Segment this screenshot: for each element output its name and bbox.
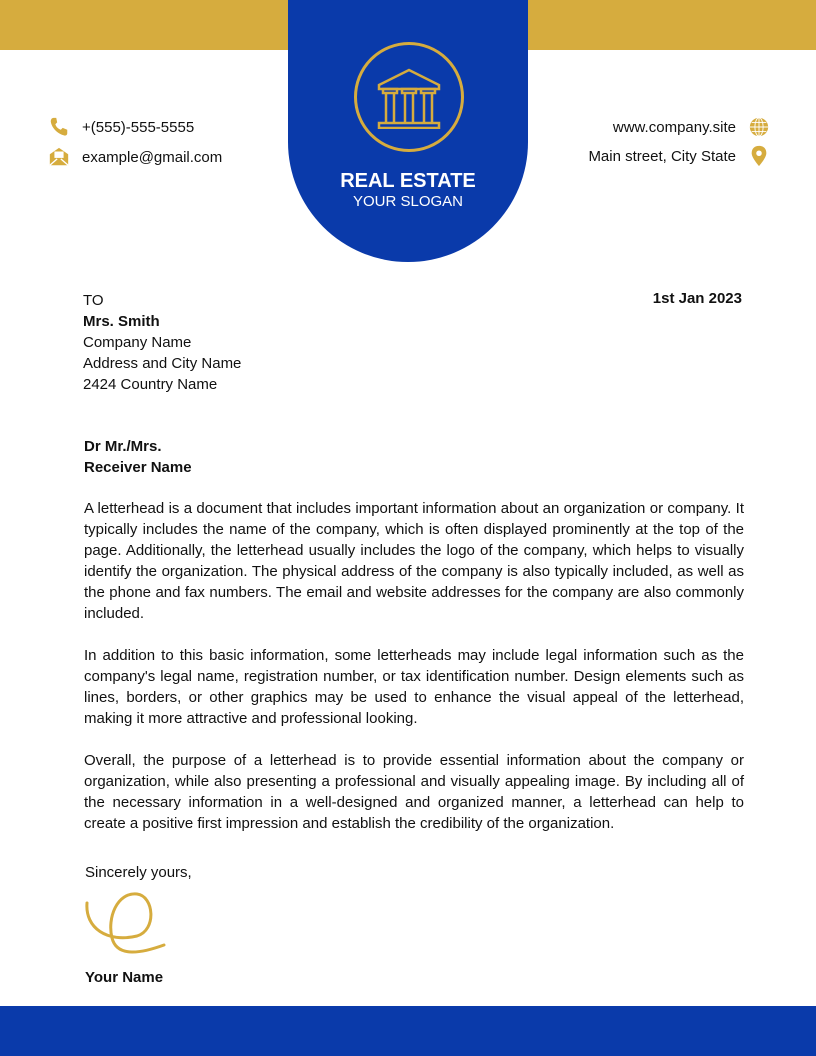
website-contact <box>613 116 770 138</box>
greeting-line-2: Receiver Name <box>84 459 192 476</box>
recipient-block <box>83 290 241 395</box>
phone-contact <box>48 116 194 138</box>
recipient-name: Mrs. Smith <box>83 313 160 330</box>
envelope-icon <box>48 146 70 168</box>
recipient-company: Company Name <box>83 334 192 351</box>
location-pin-icon <box>748 145 770 167</box>
brand-name: REAL ESTATE <box>340 170 476 192</box>
bank-building-icon <box>354 42 464 152</box>
paragraph: In addition to this basic information, some letterheads may include legal information such as the company's legal name, registration number, or tax identification number. Design elements such as lines, borders, or other graphics may be used to enhance the visual appeal of the letterhead, making it more attractive and professional looking. <box>84 647 744 727</box>
globe-icon <box>748 116 770 138</box>
phone-icon <box>48 116 70 138</box>
brand-slogan: YOUR SLOGAN <box>352 193 464 210</box>
email-contact <box>48 146 222 168</box>
greeting <box>84 436 192 478</box>
paragraph: Overall, the purpose of a letterhead is to provide essential information about the company or organization, while also presenting a professional and visually appealing image. By including all of the necessary information in a well-designed and organized manner, a letterhead can help to create a positive first impression and establish the credibility of the organization. <box>84 752 744 832</box>
to-label: TO <box>83 292 104 309</box>
email-text[interactable]: example@gmail.com <box>82 148 223 166</box>
logo-badge <box>288 0 528 262</box>
greeting-line-1: Dr Mr./Mrs. <box>84 438 162 455</box>
bottom-blue-bar <box>0 1006 816 1056</box>
signature-image <box>82 888 172 958</box>
address-contact <box>588 145 770 167</box>
letter-date: 1st Jan 2023 <box>652 290 742 307</box>
phone-text[interactable]: +(555)-555-5555 <box>82 118 195 136</box>
website-text[interactable]: www.company.site <box>612 118 736 136</box>
closing: Sincerely yours, <box>85 864 192 881</box>
paragraph: A letterhead is a document that includes important information about an organization or company. It typically includes the name of the company, which is often displayed prominently at the top of the page. Additionally, the letterhead usually includes the logo of the company, which helps to visually identify the organization. The physical address of the company is also typically included, as well as the phone and fax numbers. The email and website addresses for the company are also commonly included. <box>84 500 744 622</box>
recipient-address: Address and City Name <box>83 355 242 372</box>
recipient-country: 2424 Country Name <box>83 376 218 393</box>
signer-name: Your Name <box>85 969 164 986</box>
letter-body <box>84 498 744 855</box>
address-text: Main street, City State <box>588 147 736 165</box>
